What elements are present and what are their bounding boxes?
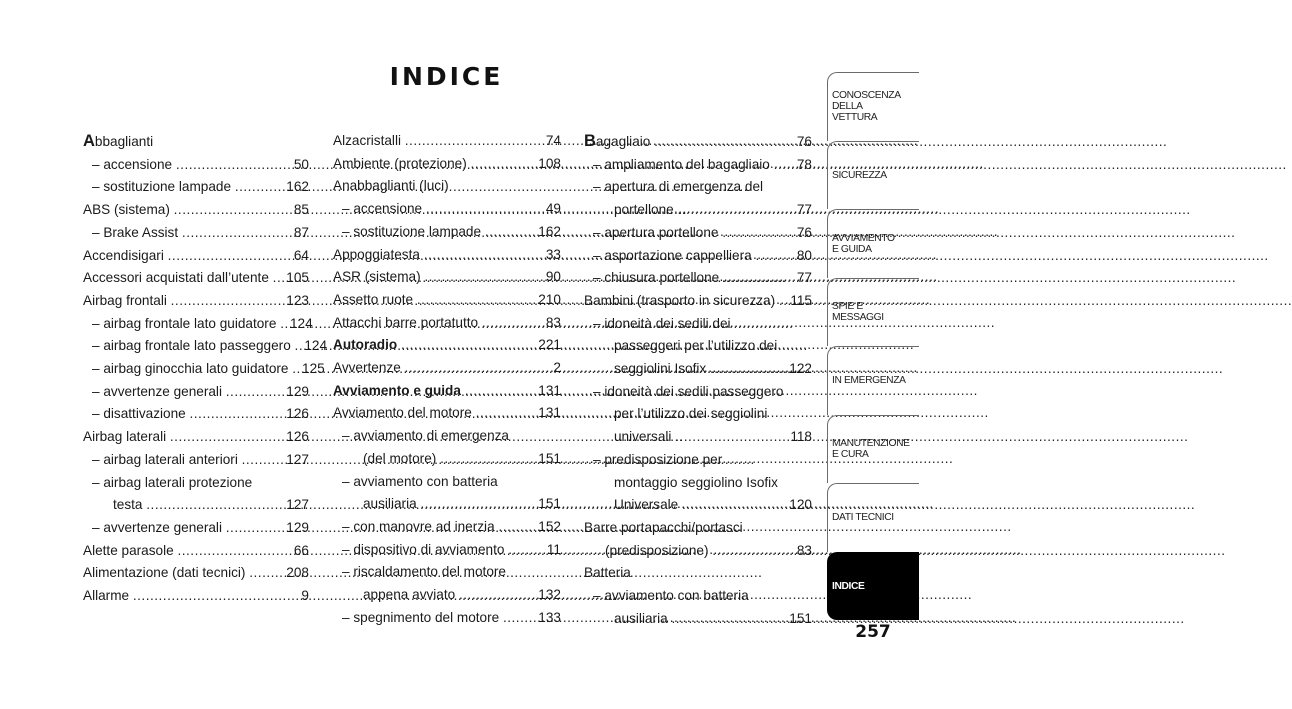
index-entry bbox=[83, 130, 309, 154]
entry-label: – airbag laterali protezione bbox=[92, 474, 253, 490]
index-entry bbox=[584, 381, 812, 449]
index-entry bbox=[584, 176, 812, 221]
entry-label: – airbag frontale lato passeggero bbox=[92, 338, 291, 354]
tab-sicurezza[interactable] bbox=[827, 141, 919, 210]
entry-label-continued: seggiolini Isofix bbox=[614, 361, 707, 377]
index-entry bbox=[83, 585, 309, 608]
index-entry bbox=[83, 222, 309, 245]
dot-leader bbox=[226, 517, 283, 540]
entry-label: – sostituzione lampade bbox=[92, 179, 232, 195]
index-entry bbox=[83, 313, 313, 336]
dot-leader bbox=[654, 131, 793, 154]
entry-label: – predisposizione per bbox=[593, 451, 723, 467]
dot-leader bbox=[712, 540, 793, 563]
entry-label: Avviamento del motore bbox=[333, 405, 472, 421]
entry-label-continued: montaggio seggiolino Isofix bbox=[614, 474, 778, 490]
entry-page-number: 152 bbox=[534, 518, 561, 534]
entry-page-number: 105 bbox=[282, 270, 309, 286]
dot-leader bbox=[485, 221, 535, 244]
entry-label-continued: (del motore) bbox=[363, 450, 437, 466]
entry-page-number: 77 bbox=[793, 202, 812, 218]
entry-label-continued: passeggeri per l’utilizzo dei bbox=[614, 338, 778, 354]
entry-page-number: 127 bbox=[282, 497, 309, 513]
tab-label: INDICE bbox=[832, 580, 865, 592]
entry-label: – accensione bbox=[342, 201, 423, 217]
dot-leader bbox=[226, 381, 283, 404]
entry-page-number: 9 bbox=[297, 588, 309, 604]
entry-label: Airbag laterali bbox=[83, 429, 167, 445]
index-entry bbox=[333, 516, 561, 539]
index-entry bbox=[333, 402, 561, 425]
page-number: 257 bbox=[855, 622, 891, 642]
dot-leader bbox=[177, 540, 290, 563]
entry-page-number: 162 bbox=[282, 179, 309, 195]
entry-page-number: 210 bbox=[534, 291, 561, 307]
entry-label: – avviamento con batteria bbox=[342, 473, 498, 489]
dot-leader bbox=[682, 494, 786, 517]
index-entry bbox=[83, 267, 309, 290]
entry-label: Alimentazione (dati tecnici) bbox=[83, 565, 246, 581]
tab-label: MANUTENZIONE E CURA bbox=[832, 438, 910, 461]
entry-page-number: 127 bbox=[282, 451, 309, 467]
entry-page-number: 64 bbox=[290, 247, 309, 263]
index-entry bbox=[333, 539, 561, 562]
dot-leader bbox=[440, 448, 534, 471]
entry-label: – accensione bbox=[92, 156, 173, 172]
tab-in-emergenza[interactable] bbox=[827, 346, 919, 415]
index-entry bbox=[83, 358, 325, 381]
index-entry bbox=[333, 153, 561, 176]
entry-label: Bambini (trasporto in sicurezza) bbox=[584, 292, 776, 308]
entry-label-continued: universali bbox=[614, 429, 672, 445]
entry-label: Batteria bbox=[584, 565, 631, 581]
entry-label-continued: per l’utilizzo dei seggiolini bbox=[614, 406, 768, 422]
entry-initial-letter: B bbox=[584, 132, 596, 150]
entry-page-number: 129 bbox=[282, 519, 309, 535]
index-entry bbox=[83, 154, 309, 177]
index-column-a2 bbox=[333, 130, 561, 629]
index-entry bbox=[83, 562, 309, 585]
entry-page-number: 132 bbox=[534, 587, 561, 603]
index-entry bbox=[83, 290, 309, 313]
entry-label: Attacchi barre portatutto bbox=[333, 314, 479, 330]
entry-page-number: 85 bbox=[290, 202, 309, 218]
entry-label: – idoneità dei sedili dei bbox=[593, 315, 731, 331]
dot-leader bbox=[405, 130, 542, 153]
tab-label: IN EMERGENZA bbox=[832, 375, 906, 387]
entry-label-continued: ausiliaria bbox=[363, 496, 417, 512]
dot-leader bbox=[235, 176, 283, 199]
entry-label-rest: bbaglianti bbox=[94, 134, 154, 149]
entry-label: Appoggiatesta bbox=[333, 246, 420, 262]
tab-spie-e-messaggi[interactable] bbox=[827, 278, 919, 347]
entry-label: – sostituzione lampade bbox=[342, 223, 482, 239]
dot-leader bbox=[471, 153, 535, 176]
entry-label: – Brake Assist bbox=[92, 224, 179, 240]
dot-leader bbox=[722, 222, 793, 245]
entry-page-number: 162 bbox=[534, 223, 561, 239]
dot-leader bbox=[723, 267, 793, 290]
entry-page-number: 129 bbox=[282, 383, 309, 399]
dot-leader bbox=[170, 426, 283, 449]
dot-leader bbox=[755, 245, 793, 268]
index-entry bbox=[584, 313, 812, 381]
entry-page-number: 122 bbox=[785, 361, 812, 377]
entry-page-number: 115 bbox=[786, 292, 812, 308]
entry-page-number: 74 bbox=[542, 133, 561, 148]
index-entry bbox=[83, 517, 309, 540]
entry-label-continued: (predisposizione) bbox=[605, 542, 709, 558]
dot-leader bbox=[424, 266, 542, 289]
dot-leader bbox=[146, 494, 282, 517]
dot-leader bbox=[710, 358, 786, 381]
entry-label: Alzacristalli bbox=[333, 133, 401, 148]
index-entry bbox=[83, 245, 309, 268]
index-entry bbox=[83, 335, 328, 358]
tab-avviamento-e-guida[interactable] bbox=[827, 209, 919, 278]
entry-label: – apertura portellone bbox=[593, 224, 719, 240]
index-entry bbox=[83, 176, 309, 199]
entry-label-rest: agagliaio bbox=[595, 134, 651, 149]
dot-leader bbox=[779, 290, 787, 313]
entry-label: – spegnimento del motore bbox=[342, 609, 500, 625]
entry-label: – disattivazione bbox=[92, 406, 186, 422]
dot-leader bbox=[249, 562, 282, 585]
entry-page-number: 151 bbox=[534, 496, 561, 512]
index-column-a bbox=[83, 130, 328, 608]
index-entry bbox=[83, 472, 309, 517]
index-entry bbox=[584, 245, 812, 268]
entry-page-number: 151 bbox=[785, 610, 812, 626]
dot-leader bbox=[774, 154, 793, 177]
entry-page-number: 50 bbox=[290, 156, 309, 172]
dot-leader bbox=[405, 357, 550, 380]
dot-leader bbox=[459, 584, 535, 607]
dot-leader bbox=[401, 334, 535, 357]
entry-label bbox=[584, 130, 650, 154]
entry-label-continued: portellone bbox=[614, 202, 674, 218]
entry-page-number: 108 bbox=[534, 155, 561, 171]
entry-page-number: 11 bbox=[543, 541, 561, 557]
entry-label: – dispositivo di avviamento bbox=[342, 541, 505, 557]
entry-page-number: 221 bbox=[534, 337, 561, 353]
index-entry bbox=[83, 403, 309, 426]
index-entry bbox=[333, 175, 561, 198]
index-entry bbox=[333, 357, 561, 380]
entry-label: Airbag frontali bbox=[83, 292, 167, 308]
entry-label: Autoradio bbox=[333, 337, 398, 353]
dot-leader bbox=[420, 493, 534, 516]
dot-leader bbox=[176, 154, 290, 177]
entry-page-number: 83 bbox=[793, 542, 812, 558]
tab-label: SPIE E MESSAGGI bbox=[832, 301, 884, 324]
entry-page-number: 80 bbox=[793, 247, 812, 263]
dot-leader bbox=[133, 585, 298, 608]
entry-page-number: 87 bbox=[290, 224, 309, 240]
entry-label: – asportazione cappelliera bbox=[593, 247, 752, 263]
index-entry bbox=[83, 540, 309, 563]
entry-page-number: 131 bbox=[534, 382, 561, 398]
dot-leader bbox=[182, 222, 290, 245]
entry-page-number: 131 bbox=[534, 405, 561, 421]
dot-leader bbox=[426, 198, 542, 221]
dot-leader bbox=[671, 608, 785, 631]
entry-page-number: 76 bbox=[793, 134, 812, 149]
index-entry bbox=[333, 312, 561, 335]
entry-label: ASR (sistema) bbox=[333, 269, 421, 285]
entry-page-number: 90 bbox=[542, 269, 561, 285]
entry-page-number: 118 bbox=[786, 429, 812, 445]
entry-label: Alette parasole bbox=[83, 542, 174, 558]
entry-page-number: 33 bbox=[542, 246, 561, 262]
tab-label: DATI TECNICI bbox=[832, 512, 894, 524]
index-entry bbox=[83, 199, 309, 222]
index-entry bbox=[333, 266, 561, 289]
dot-leader bbox=[675, 426, 786, 449]
entry-label bbox=[83, 130, 153, 154]
index-entry bbox=[584, 222, 812, 245]
dot-leader bbox=[189, 403, 282, 426]
index-entry bbox=[83, 381, 309, 404]
entry-label: – riscaldamento del motore bbox=[342, 564, 506, 580]
index-entry bbox=[584, 449, 812, 517]
entry-page-number: 151 bbox=[534, 450, 561, 466]
entry-label: – ampliamento del bagagliaio bbox=[593, 156, 770, 172]
tab-dati-tecnici[interactable] bbox=[827, 483, 919, 552]
index-entry bbox=[584, 517, 812, 562]
tab-indice[interactable] bbox=[827, 552, 919, 621]
index-entry bbox=[584, 585, 812, 630]
index-entry bbox=[333, 561, 561, 606]
entry-page-number: 126 bbox=[282, 429, 309, 445]
entry-initial-letter: A bbox=[83, 132, 95, 150]
index-entry bbox=[584, 154, 812, 177]
index-entry bbox=[584, 130, 812, 154]
entry-label: – avviamento di emergenza bbox=[342, 428, 509, 444]
dot-leader bbox=[482, 312, 542, 335]
index-entry bbox=[333, 198, 561, 221]
index-entry bbox=[584, 562, 812, 585]
entry-page-number: 124 bbox=[286, 315, 313, 331]
index-entry bbox=[584, 267, 812, 290]
entry-label-continued: testa bbox=[113, 497, 143, 513]
dot-leader bbox=[242, 449, 283, 472]
entry-page-number: 208 bbox=[282, 565, 309, 581]
tab-label: AVVIAMENTO E GUIDA bbox=[832, 232, 895, 255]
index-entry bbox=[333, 289, 561, 312]
entry-label: – airbag laterali anteriori bbox=[92, 451, 238, 467]
dot-leader bbox=[417, 289, 535, 312]
index-entry bbox=[584, 290, 812, 313]
entry-label: Ambiente (protezione) bbox=[333, 155, 467, 171]
entry-label-continued: ausiliaria bbox=[614, 610, 668, 626]
entry-label: Accessori acquistati dall’utente bbox=[83, 270, 269, 286]
entry-page-number: 125 bbox=[298, 361, 325, 377]
entry-page-number: 123 bbox=[282, 292, 309, 308]
entry-label: Accendisigari bbox=[83, 247, 164, 263]
entry-label: – avvertenze generali bbox=[92, 519, 222, 535]
index-entry bbox=[333, 471, 561, 516]
entry-page-number: 133 bbox=[534, 609, 561, 625]
index-entry bbox=[333, 607, 561, 630]
dot-leader bbox=[503, 607, 535, 630]
entry-label: – avviamento con batteria bbox=[593, 588, 749, 604]
tab-label: CONOSCENZA DELLA VETTURA bbox=[832, 90, 901, 124]
entry-page-number: 49 bbox=[542, 201, 561, 217]
entry-page-number: 76 bbox=[793, 224, 812, 240]
tab-conoscenza-della-vettura[interactable] bbox=[827, 72, 919, 141]
entry-label: Avvertenze bbox=[333, 360, 401, 376]
dot-leader bbox=[498, 516, 534, 539]
dot-leader bbox=[508, 539, 543, 562]
tab-label: SICUREZZA bbox=[832, 169, 887, 181]
entry-label: – airbag ginocchia lato guidatore bbox=[92, 361, 289, 377]
page-title: INDICE bbox=[389, 62, 504, 91]
entry-label: ABS (sistema) bbox=[83, 202, 170, 218]
entry-label: Barre portapacchi/portasci bbox=[584, 519, 743, 535]
entry-label: – airbag frontale lato guidatore bbox=[92, 315, 277, 331]
entry-label: Anabbaglianti (luci) bbox=[333, 178, 449, 194]
entry-page-number: 2 bbox=[549, 360, 561, 376]
index-entry bbox=[333, 425, 561, 470]
entry-label: – idoneità dei sedili passeggero bbox=[593, 383, 784, 399]
entry-label: Assetto ruote bbox=[333, 291, 414, 307]
dot-leader bbox=[476, 402, 535, 425]
index-entry bbox=[83, 449, 309, 472]
entry-page-number: 83 bbox=[542, 314, 561, 330]
tab-manutenzione-e-cura[interactable] bbox=[827, 415, 919, 484]
index-entry bbox=[333, 244, 561, 267]
entry-label: – con manovre ad inerzia bbox=[342, 518, 495, 534]
entry-label: – apertura di emergenza del bbox=[593, 179, 764, 195]
entry-label: – avvertenze generali bbox=[92, 383, 222, 399]
dot-leader bbox=[174, 199, 290, 222]
index-entry bbox=[333, 221, 561, 244]
index-column-b bbox=[584, 130, 812, 630]
entry-label-continued: Universale bbox=[614, 497, 679, 513]
dot-leader bbox=[465, 380, 535, 403]
entry-page-number: 120 bbox=[785, 497, 812, 513]
dot-leader bbox=[273, 267, 283, 290]
dot-leader bbox=[168, 245, 290, 268]
section-tabs bbox=[827, 72, 919, 620]
entry-label: Avviamento e guida bbox=[333, 382, 461, 398]
entry-page-number: 78 bbox=[793, 156, 812, 172]
entry-page-number: 124 bbox=[300, 338, 328, 354]
entry-label: Allarme bbox=[83, 588, 130, 604]
dot-leader bbox=[424, 244, 542, 267]
entry-label-continued: appena avviato bbox=[363, 587, 456, 603]
dot-leader bbox=[678, 199, 794, 222]
index-entry bbox=[333, 130, 561, 153]
entry-label: – chiusura portellone bbox=[593, 270, 720, 286]
index-entry bbox=[333, 380, 561, 403]
entry-page-number: 66 bbox=[290, 542, 309, 558]
entry-page-number: 126 bbox=[282, 406, 309, 422]
index-entry bbox=[333, 334, 561, 357]
dot-leader bbox=[171, 290, 283, 313]
entry-page-number: 77 bbox=[793, 270, 812, 286]
index-entry bbox=[83, 426, 309, 449]
